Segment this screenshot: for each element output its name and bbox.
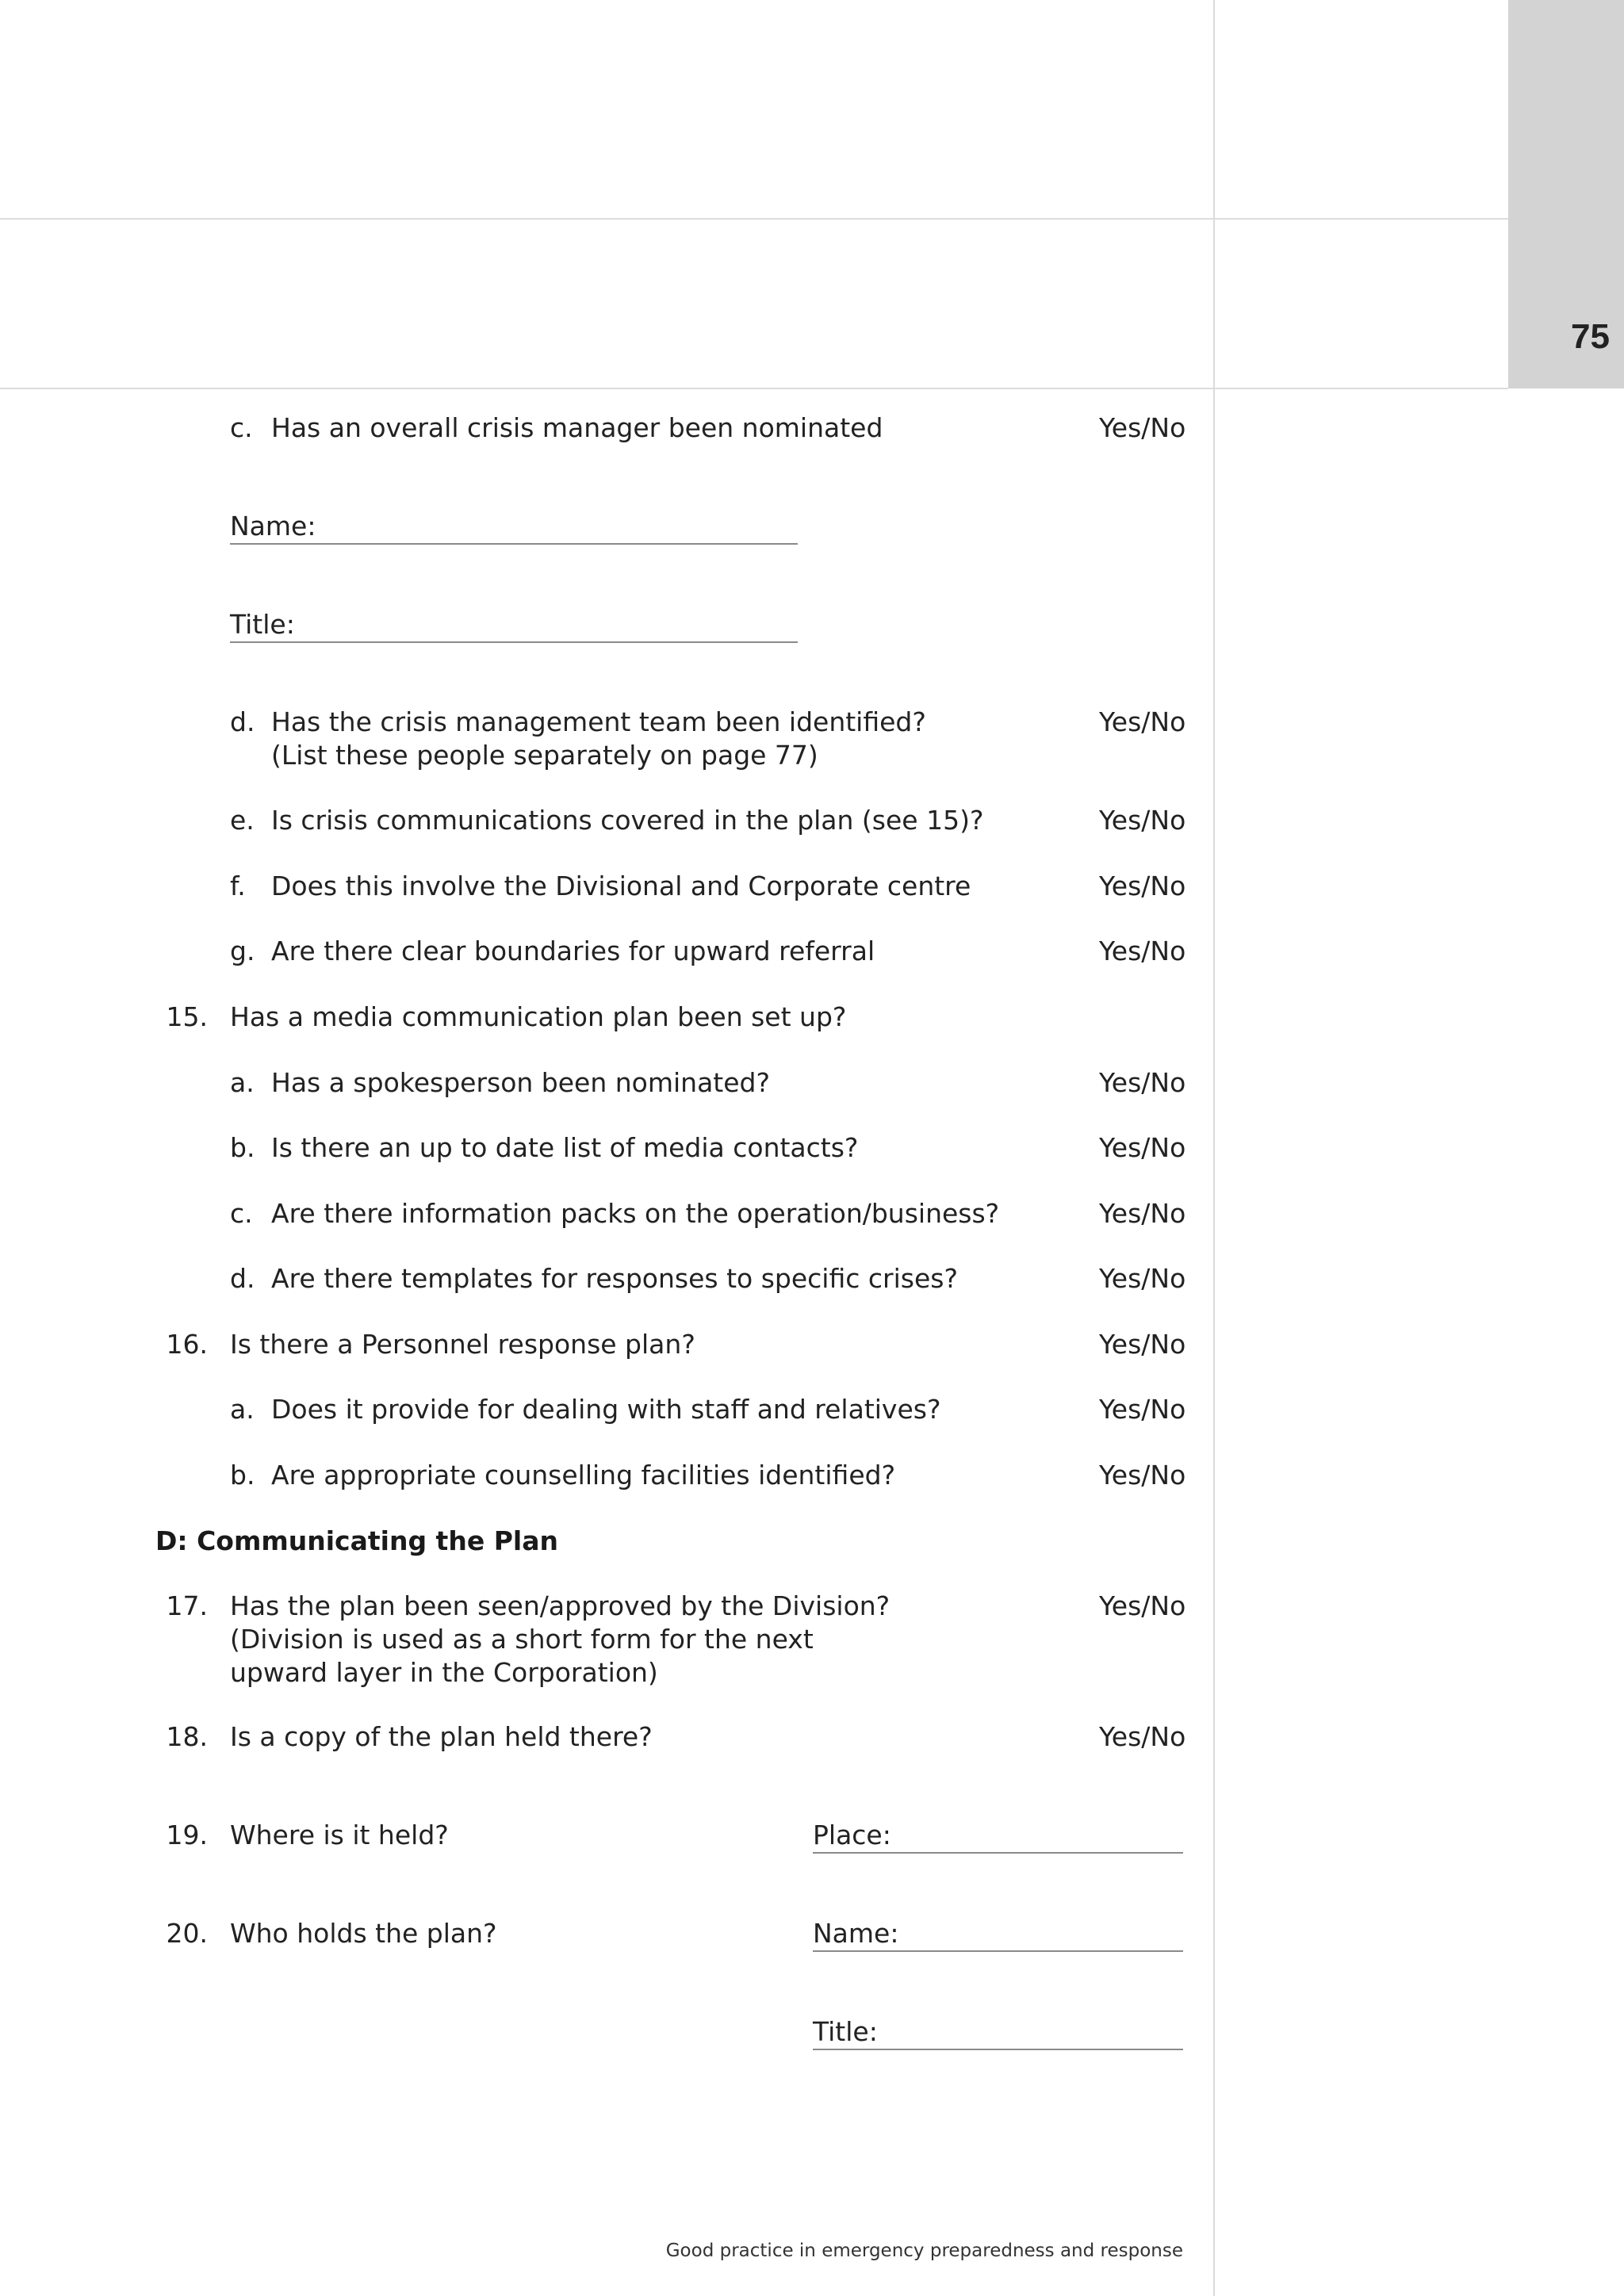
question-text: Has a spokesperson been nominated? bbox=[271, 1067, 771, 1098]
item-letter: c. bbox=[230, 1198, 253, 1229]
margin-rule bbox=[1213, 0, 1215, 2296]
name-input-line[interactable] bbox=[813, 1950, 1183, 1952]
item-letter: g. bbox=[230, 936, 255, 966]
question-text: Are there clear boundaries for upward referral bbox=[271, 936, 875, 966]
place-field-label: Place: bbox=[813, 1820, 891, 1850]
name-field-label: Name: bbox=[230, 511, 316, 541]
question-text: Has a media communication plan been set up? bbox=[230, 1001, 847, 1032]
title-field-label: Title: bbox=[230, 609, 295, 640]
yes-no-option[interactable]: Yes/No bbox=[1099, 1198, 1186, 1229]
yes-no-option[interactable]: Yes/No bbox=[1099, 805, 1186, 836]
question-number: 18. bbox=[166, 1721, 208, 1752]
page-number: 75 bbox=[1571, 317, 1610, 356]
yes-no-option[interactable]: Yes/No bbox=[1099, 1132, 1186, 1163]
question-text: Is crisis communications covered in the plan (see 15)? bbox=[271, 805, 984, 836]
yes-no-option[interactable]: Yes/No bbox=[1099, 1394, 1186, 1425]
question-number: 17. bbox=[166, 1590, 208, 1621]
item-letter: d. bbox=[230, 1263, 255, 1294]
item-letter: c. bbox=[230, 412, 253, 443]
question-number: 19. bbox=[166, 1820, 208, 1850]
question-text: Are there templates for responses to specific crises? bbox=[271, 1263, 958, 1294]
yes-no-option[interactable]: Yes/No bbox=[1099, 1263, 1186, 1294]
item-letter: b. bbox=[230, 1132, 255, 1163]
question-note: (List these people separately on page 77) bbox=[271, 740, 818, 771]
item-letter: a. bbox=[230, 1394, 255, 1425]
name-field-label: Name: bbox=[813, 1918, 899, 1949]
question-text: Is a copy of the plan held there? bbox=[230, 1721, 653, 1752]
page-number-tab bbox=[1508, 0, 1624, 388]
yes-no-option[interactable]: Yes/No bbox=[1099, 1590, 1186, 1621]
title-field-label: Title: bbox=[813, 2016, 878, 2047]
question-text: Has an overall crisis manager been nominated bbox=[271, 412, 883, 443]
question-text: Are appropriate counselling facilities identified? bbox=[271, 1460, 896, 1490]
question-note: upward layer in the Corporation) bbox=[230, 1657, 658, 1688]
question-number: 15. bbox=[166, 1001, 208, 1032]
question-text: Has the plan been seen/approved by the Division? bbox=[230, 1590, 891, 1621]
yes-no-option[interactable]: Yes/No bbox=[1099, 1460, 1186, 1490]
place-input-line[interactable] bbox=[813, 1852, 1183, 1854]
item-letter: d. bbox=[230, 706, 255, 737]
yes-no-option[interactable]: Yes/No bbox=[1099, 936, 1186, 966]
question-text: Does it provide for dealing with staff and relatives? bbox=[271, 1394, 941, 1425]
top-rule bbox=[0, 218, 1508, 220]
title-input-line[interactable] bbox=[813, 2049, 1183, 2050]
header-rule bbox=[0, 388, 1508, 389]
yes-no-option[interactable]: Yes/No bbox=[1099, 412, 1186, 443]
title-input-line[interactable] bbox=[230, 641, 798, 643]
item-letter: a. bbox=[230, 1067, 255, 1098]
yes-no-option[interactable]: Yes/No bbox=[1099, 1721, 1186, 1752]
yes-no-option[interactable]: Yes/No bbox=[1099, 706, 1186, 737]
page-footer: Good practice in emergency preparedness and response bbox=[665, 2241, 1183, 2261]
question-text: Does this involve the Divisional and Corporate centre bbox=[271, 871, 971, 901]
item-letter: b. bbox=[230, 1460, 255, 1490]
question-text: Are there information packs on the operation/business? bbox=[271, 1198, 1000, 1229]
yes-no-option[interactable]: Yes/No bbox=[1099, 1067, 1186, 1098]
question-number: 20. bbox=[166, 1918, 208, 1949]
section-heading: D: Communicating the Plan bbox=[155, 1525, 558, 1556]
question-text: Has the crisis management team been identified? bbox=[271, 706, 926, 737]
question-text: Where is it held? bbox=[230, 1820, 449, 1850]
question-text: Is there an up to date list of media contacts? bbox=[271, 1132, 859, 1163]
yes-no-option[interactable]: Yes/No bbox=[1099, 871, 1186, 901]
question-text: Who holds the plan? bbox=[230, 1918, 497, 1949]
question-note: (Division is used as a short form for the next bbox=[230, 1624, 814, 1655]
yes-no-option[interactable]: Yes/No bbox=[1099, 1329, 1186, 1360]
question-number: 16. bbox=[166, 1329, 208, 1360]
item-letter: e. bbox=[230, 805, 255, 836]
name-input-line[interactable] bbox=[230, 543, 798, 545]
question-text: Is there a Personnel response plan? bbox=[230, 1329, 695, 1360]
item-letter: f. bbox=[230, 871, 246, 901]
